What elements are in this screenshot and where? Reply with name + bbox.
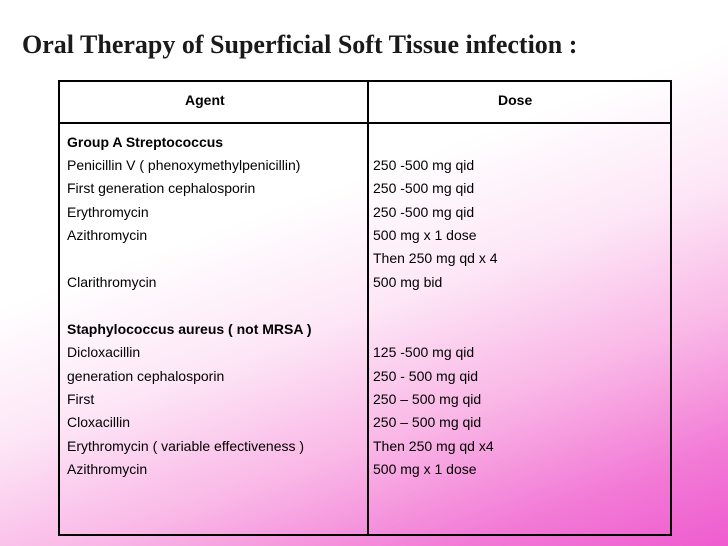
dose-line: Then 250 mg qd x4	[373, 438, 494, 454]
agent-line: Dicloxacillin	[67, 344, 141, 360]
agent-line: Erythromycin	[67, 204, 149, 220]
agent-line: Clarithromycin	[67, 274, 157, 290]
dose-line: 500 mg x 1 dose	[373, 461, 477, 477]
dose-line: 250 -500 mg qid	[373, 180, 475, 196]
agent-line: Azithromycin	[67, 227, 148, 243]
dose-line: 250 - 500 mg qid	[373, 368, 479, 384]
agent-line: Cloxacillin	[67, 414, 131, 430]
dose-header: Dose	[498, 92, 533, 108]
slide-title: Oral Therapy of Superficial Soft Tissue infection :	[22, 30, 578, 59]
agent-line: generation cephalosporin	[67, 368, 225, 384]
dose-line: 250 – 500 mg qid	[373, 391, 482, 407]
agent-line: Azithromycin	[67, 461, 148, 477]
dose-line: Then 250 mg qd x 4	[373, 250, 498, 266]
agent-line: First generation cephalosporin	[67, 180, 256, 196]
dose-line: 500 mg bid	[373, 274, 443, 290]
agent-header: Agent	[185, 92, 225, 108]
agent-line: Penicillin V ( phenoxymethylpenicillin)	[67, 157, 301, 173]
dose-line: 500 mg x 1 dose	[373, 227, 477, 243]
agent-line: Erythromycin ( variable effectiveness )	[67, 438, 305, 454]
dose-line: 250 – 500 mg qid	[373, 414, 482, 430]
dose-line: 125 -500 mg qid	[373, 344, 475, 360]
agent-line: First	[67, 391, 95, 407]
dose-line: 250 -500 mg qid	[373, 157, 475, 173]
therapy-table	[58, 80, 672, 536]
group-heading-strep: Group A Streptococcus	[67, 134, 224, 150]
column-divider	[367, 82, 369, 534]
header-divider	[60, 122, 670, 124]
group-heading-staph: Staphylococcus aureus ( not MRSA )	[67, 321, 312, 337]
dose-line: 250 -500 mg qid	[373, 204, 475, 220]
